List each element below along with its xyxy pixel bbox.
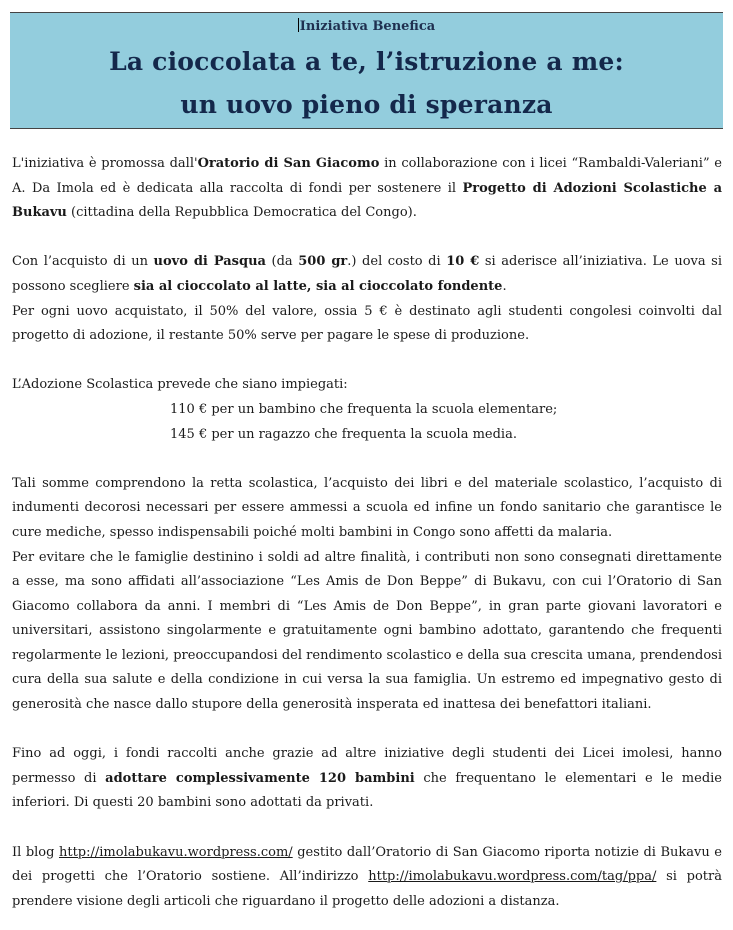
text: Il blog [12,844,59,860]
bold-text: 500 gr [298,254,348,270]
text: che frequentano le elementari e le medie inferiori. Di questi 20 bambini sono adottati da privati. [12,770,722,811]
paragraph-results [12,742,722,816]
text-cursor [298,18,299,32]
text: L'iniziativa è promossa dall' [12,156,198,171]
paragraph-costs: Tali somme comprendono la retta scolastica, l’acquisto dei libri e del materiale scolastico, l’acquisto di indumenti decorosi necessari per essere ammessi a scuola ed infine un fondo sanitario che garantisce le cure mediche, spesso indispensabili poiché molti bambini in Congo sono affetti da malaria. [12,475,722,540]
paragraph-purchase [12,250,722,299]
bold-text: uovo di Pasqua [153,254,266,270]
bold-text: Oratorio di San Giacomo [197,156,380,171]
bold-text: sia al cioccolato al latte, sia al cioccolato fondente [133,278,503,294]
bold-text: adottare complessivamente 120 bambini [105,770,415,786]
paragraph-adoption-intro: L’Adozione Scolastica prevede che siano impiegati: [12,377,348,393]
spacer [12,349,722,374]
bold-text: Progetto di Adozioni Scolastiche a Bukavu [12,180,723,221]
text: in collaborazione con i licei “Rambaldi-Valeriani” e A. Da Imola ed è dedicata alla raccolta di fondi per sostenere il [12,156,723,196]
spacer [12,226,722,251]
text: Fino ad oggi, i fondi raccolti anche grazie ad altre iniziative degli studenti dei Licei imolesi, hanno permesso di [12,746,722,786]
text: . [502,278,507,294]
cost-item-elementary: 110 € per un bambino che frequenta la scuola elementare; [170,401,558,417]
spacer [12,447,722,472]
paragraph-association: Per evitare che le famiglie destinino i soldi ad altre finalità, i contributi non sono consegnati direttamente a esse, ma sono affidati all’associazione “Les Amis de Don Beppe” di Bukavu, con cui l’Oratorio di San Giacomo collabora da anni. I membri di “Les Amis de Don Beppe”, in gran parte giovani lavoratori e universitari, assistono singolarmente e gratuitamente ogni bambino adottato, garantendo che frequenti regolarmente le lezioni, preoccupandosi del rendimento scolastico e della sua crescita umana, prendendosi cura della sua salute e della condizione in cui versa la sua famiglia. Un estremo ed impegnativo gesto di generosità che nasce dallo stupore della generosità insperata ed inattesa dei benefattori italiani. [12,549,722,713]
header-banner [10,12,723,129]
kicker [10,18,723,34]
text: si potrà prendere visione degli articoli che riguardano il progetto delle adozioni a distanza. [12,869,722,909]
text: (da [265,254,299,270]
text: (cittadina della Repubblica Democratica del Congo). [66,205,417,221]
title-line-2: un uovo pieno di speranza [180,90,553,119]
bold-text: 10 € [446,254,480,270]
cost-item-middle: 145 € per un ragazzo che frequenta la scuola media. [170,426,517,442]
blog-link[interactable]: http://imolabukavu.wordpress.com/ [58,844,293,860]
text: gestito dall’Oratorio di San Giacomo riporta notizie di Bukavu e dei progetti che l’Oratorio sostiene. All’indirizzo [12,844,722,885]
paragraph-intro [12,152,722,226]
article-body [12,152,722,914]
spacer [12,718,722,743]
kicker-text: Iniziativa Benefica [299,19,436,34]
paragraph-value-split: Per ogni uovo acquistato, il 50% del valore, ossia 5 € è destinato agli studenti congolesi coinvolti dal progetto di adozione, il restante 50% serve per pagare le spese di produzione. [12,303,722,344]
tag-link[interactable]: http://imolabukavu.wordpress.com/tag/ppa/ [368,869,657,885]
text: si aderisce all’iniziativa. Le uova si possono scegliere [12,254,723,294]
text: Con l’acquisto di un [12,254,154,270]
text: .) del costo di [347,254,447,270]
spacer [12,816,722,841]
title-line-1: La cioccolata a te, l’istruzione a me: [109,47,624,76]
paragraph-blog [12,841,722,915]
